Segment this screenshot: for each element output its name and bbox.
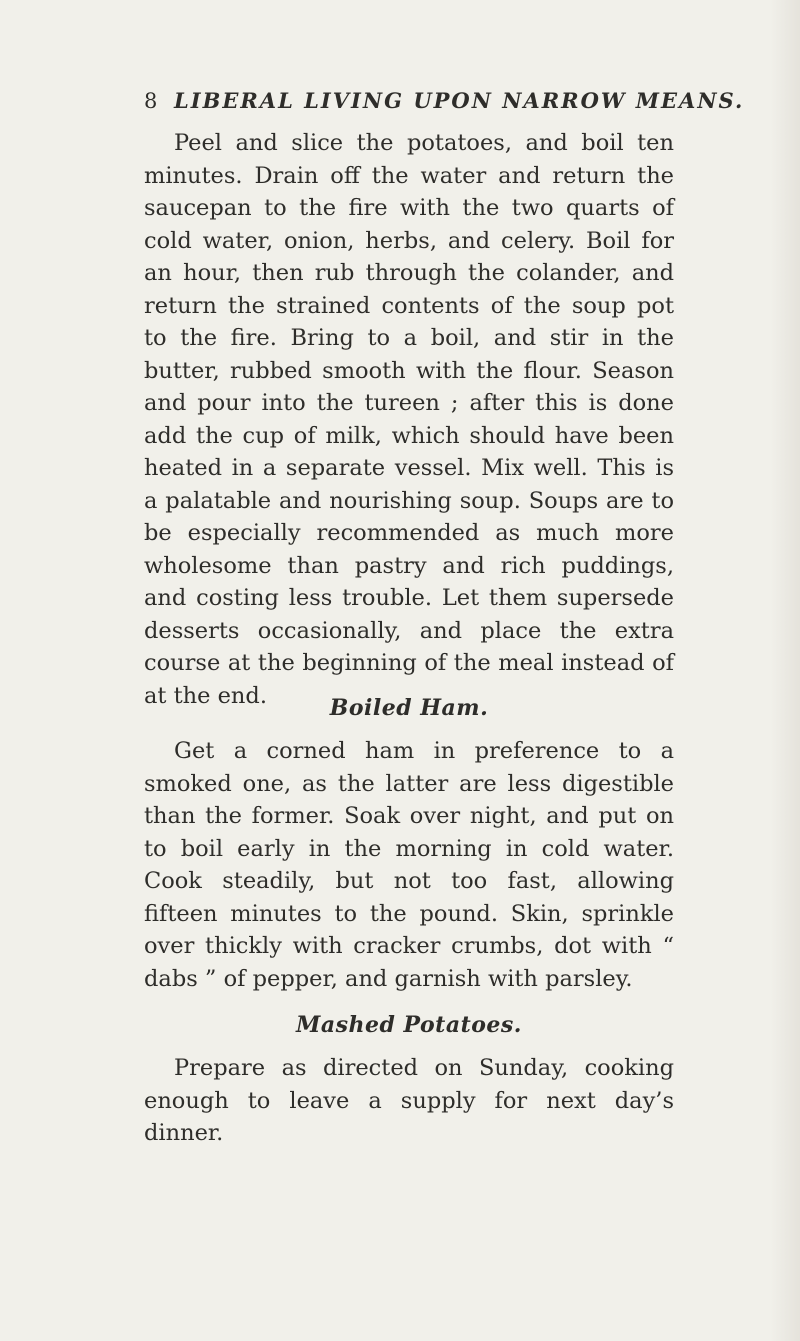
boiled-ham-paragraph: Get a corned ham in preference to a smoked one, as the latter are less digestible than the former. Soak over night, and put on to boil early in the morning in cold water. Cook steadily, but not too fast, allowing fifteen minutes to the pound. Skin, sprinkle over thickly with cracker crumbs, dot with “ dabs ” of pepper, and garnish with parsley. [144,738,674,992]
mashed-potatoes-paragraph: Prepare as directed on Sunday, cooking enough to leave a supply for next day’s dinner. [144,1055,674,1146]
soup-instructions-paragraph: Peel and slice the potatoes, and boil ten minutes. Drain off the water and return the saucepan to the fire with the two quarts of cold water, onion, herbs, and celery. Boil for an hour, then rub through the colander, and return the strained contents of the soup pot to the fire. Bring to a boil, and stir in the butter, rubbed smooth with the flour. Season and pour into the tureen ; after this is done add the cup of milk, which should have been heated in a separate vessel. Mix well. This is a palatable and nourishing soup. Soups are to be especially recommended as much more wholesome than pastry and rich puddings, and costing less trouble. Let them supersede desserts occasionally, and place the extra course at the beginning of the meal instead of at the end. [144,130,674,709]
boiled-ham-heading: Boiled Ham. [329,695,489,721]
running-title: LIBERAL LIVING UPON NARROW MEANS. [174,88,745,113]
page-number: 8 [144,89,159,113]
mashed-potatoes-heading: Mashed Potatoes. [296,1012,522,1038]
